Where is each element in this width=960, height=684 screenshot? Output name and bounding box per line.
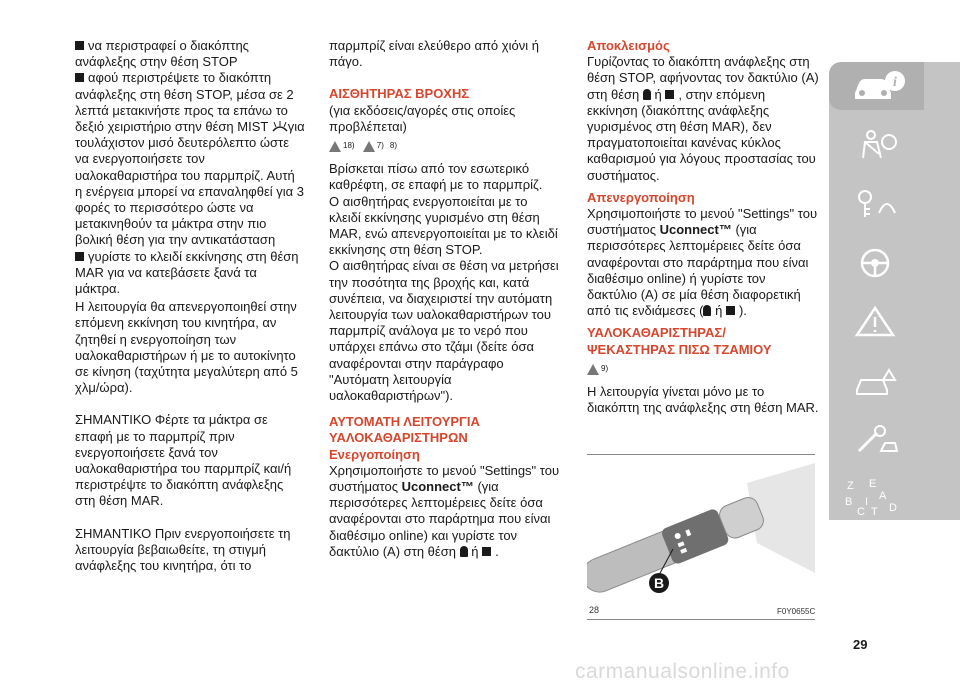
figure-number: 28	[589, 605, 600, 615]
section-heading: ΑΥΤΟΜΑΤΗ ΛΕΙΤΟΥΡΓΙΑ	[329, 414, 480, 430]
key-dashboard-icon	[851, 187, 901, 221]
paragraph: Η λειτουργία γίνεται μόνο με το διακόπτη της ανάφλεξης στη θέση MAR.	[587, 384, 819, 416]
paragraph: Χρησιμοποιήστε το μενού "Settings" του συστήματος Uconnect™ (για περισσότερες λεπτομέρειες δείτε όσα αναφέρονται στο παράρτημα που είναι διαθέσιμο online) ή γυρίστε τον δακτύλιο (A) σε μία θέση διαφορετική από τις ενδιάμεσες ( ή ).	[587, 206, 818, 319]
seatbelt-airbag-icon	[851, 128, 901, 162]
intermittent-position-icon	[643, 89, 651, 100]
column-left	[75, 38, 305, 574]
wrench-car-icon	[851, 423, 901, 457]
bullet-item: να περιστραφεί ο διακόπτης ανάφλεξης στην θέση STOP	[75, 38, 249, 70]
paragraph: παρμπρίζ είναι ελεύθερο από χιόνι ή πάγο.	[329, 38, 539, 70]
index-letter: D	[889, 502, 897, 514]
caution-triangle-icon	[363, 141, 375, 152]
index-letter: E	[869, 478, 877, 490]
bullet-item: γυρίστε το κλειδί εκκίνησης στη θέση MAR για να κατεβάσετε ξανά τα μάκτρα.	[75, 248, 299, 297]
index-letter: Z	[847, 480, 854, 492]
square-bullet-icon	[75, 41, 84, 50]
index-letter: C	[857, 506, 865, 517]
tab-maintenance[interactable]	[829, 416, 924, 464]
figure-code: F0Y0655C	[777, 607, 816, 616]
tab-driving[interactable]	[829, 239, 924, 287]
warning-references: 9)	[587, 361, 819, 380]
intermittent-position-icon	[460, 546, 468, 557]
section-heading: ΥΑΛΟΚΑΘΑΡΙΣΤΗΡΑΣ/	[587, 325, 726, 341]
page-number: 29	[853, 637, 868, 652]
section-heading: ΨΕΚΑΣΤΗΡΑΣ ΠΙΣΩ ΤΖΑΜΙΟΥ	[587, 341, 772, 357]
tab-emergency[interactable]	[829, 357, 924, 405]
tab-safety[interactable]	[829, 121, 924, 169]
section-heading: Απενεργοποίηση	[587, 189, 695, 205]
paragraph: Χρησιμοποιήστε το μενού "Settings" του συστήματος Uconnect™ (για περισσότερες λεπτομέρειες δείτε όσα αναφέρονται στο παράρτημα που είναι διαθέσιμο online) και γυρίστε τον δακτύλιο (A) στη θέση ή .	[329, 462, 560, 559]
subsection-heading: Ενεργοποίηση	[329, 446, 420, 462]
wiper-stalk-figure	[587, 463, 815, 618]
alphabet-index-icon	[843, 477, 903, 517]
index-letter: B	[845, 496, 853, 508]
paragraph: ΣΗΜΑΝΤΙΚΟ Φέρτε τα μάκτρα σε επαφή με το παρμπρίζ πριν ενεργοποιήσετε ξανά τον υαλοκαθαριστήρα του παρμπρίζ και/ή περιστρέψτε το διακόπτη ανάφλεξης στη θέση MAR.	[75, 412, 292, 509]
warning-references: 18) 7) 8)	[329, 138, 561, 157]
auto-position-icon	[665, 90, 674, 99]
square-bullet-icon	[75, 73, 84, 82]
auto-position-icon	[482, 547, 491, 556]
warning-triangle-icon	[851, 305, 901, 339]
index-letter: I	[865, 496, 869, 508]
breakdown-car-icon	[851, 364, 901, 398]
paragraph: Η λειτουργία θα απενεργοποιηθεί στην επόμενη εκκίνηση του κινητήρα, αν ζητηθεί η ενεργοποίηση των υαλοκαθαριστήρων ή με το αυτοκίνητο σε κίνηση (ταχύτητα μεγαλύτερη από 5 χλμ/ώρα).	[75, 299, 298, 396]
car-info-icon	[851, 69, 907, 103]
index-letter: T	[871, 506, 878, 517]
bullet-item: αφού περιστρέψετε το διακόπτη ανάφλεξης στη θέση STOP, μέσα σε 2 λεπτά μετακινήστε προς τα επάνω το δεξιό χειριστήριο στην θέση MIST για τουλάχιστον μισό δευτερόλεπτο ώστε να ενεργοποιήσετε τον υαλοκαθαριστήρα του παρμπρίζ. Αυτή η ενέργεια μπορεί να επαναληφθεί για 3 φορές το περισσότερο ώστε να μετακινηθούν τα μάκτρα στην πιο βολική θέση για την αντικατάσταση	[75, 70, 305, 248]
callout-b-label: B	[653, 575, 665, 591]
figure-top-rule	[587, 454, 815, 455]
svg-text:i: i	[893, 75, 897, 90]
tab-warnings[interactable]	[829, 298, 924, 346]
intermittent-position-icon	[703, 305, 711, 316]
washer-spray-icon	[272, 121, 288, 133]
column-right	[587, 38, 819, 416]
paragraph: (για εκδόσεις/αγορές στις οποίες προβλέπεται)	[329, 102, 516, 134]
paragraph: Γυρίζοντας το διακόπτη ανάφλεξης στη θέση STOP, αφήνοντας τον δακτύλιο (A) στη θέση ή , στην επόμενη εκκίνηση (διακόπτης ανάφλεξης γυρισμένος στη θέση MAR), δεν πραγματοποιείται κανένας κύκλος καθαρισμού για λόγους προστασίας του συστήματος.	[587, 54, 819, 183]
tab-index[interactable]	[829, 475, 924, 520]
auto-position-icon	[726, 306, 735, 315]
column-middle	[329, 38, 561, 560]
wiper-stalk-illustration	[587, 463, 815, 618]
section-heading: ΥΑΛΟΚΑΘΑΡΙΣΤΗΡΩΝ	[329, 430, 468, 446]
section-heading: Αποκλεισμός	[587, 38, 670, 53]
watermark: carmanualsonline.info	[575, 660, 790, 683]
tab-car-info[interactable]	[829, 62, 924, 110]
paragraph: Βρίσκεται πίσω από τον εσωτερικό καθρέφτη, σε επαφή με το παρμπρίζ.	[329, 161, 543, 193]
warning-triangle-icon	[329, 141, 341, 152]
paragraph: ΣΗΜΑΝΤΙΚΟ Πριν ενεργοποιήσετε τη λειτουργία βεβαιωθείτε, τη στιγμή ανάφλεξης του κινητήρα, ότι το	[75, 525, 291, 574]
paragraph: Ο αισθητήρας ενεργοποιείται με το κλειδί εκκίνησης γυρισμένο στη θέση MAR, ενώ απενεργοποιείται με το κλειδί εκκίνησης στη θέση STOP.	[329, 193, 558, 258]
figure-bottom-rule	[587, 619, 815, 620]
caution-triangle-icon	[587, 364, 599, 375]
section-heading: ΑΙΣΘΗΤΗΡΑΣ ΒΡΟΧΗΣ	[329, 86, 470, 102]
paragraph: Ο αισθητήρας είναι σε θέση να μετρήσει την ποσότητα της βροχής και, κατά συνέπεια, να διαχειριστεί την αυτόματη λειτουργία των υαλοκαθαριστήρων του παρμπρίζ ανάλογα με το νερό που υπάρχει επάνω στο τζάμι (δείτε όσα αναφέρονται στην παράγραφο "Αυτόματη λειτουργία υαλοκαθαριστήρων").	[329, 258, 559, 404]
steering-wheel-icon	[851, 246, 901, 280]
square-bullet-icon	[75, 252, 84, 261]
index-letter: A	[879, 490, 887, 502]
tab-starting-driving[interactable]	[829, 180, 924, 228]
